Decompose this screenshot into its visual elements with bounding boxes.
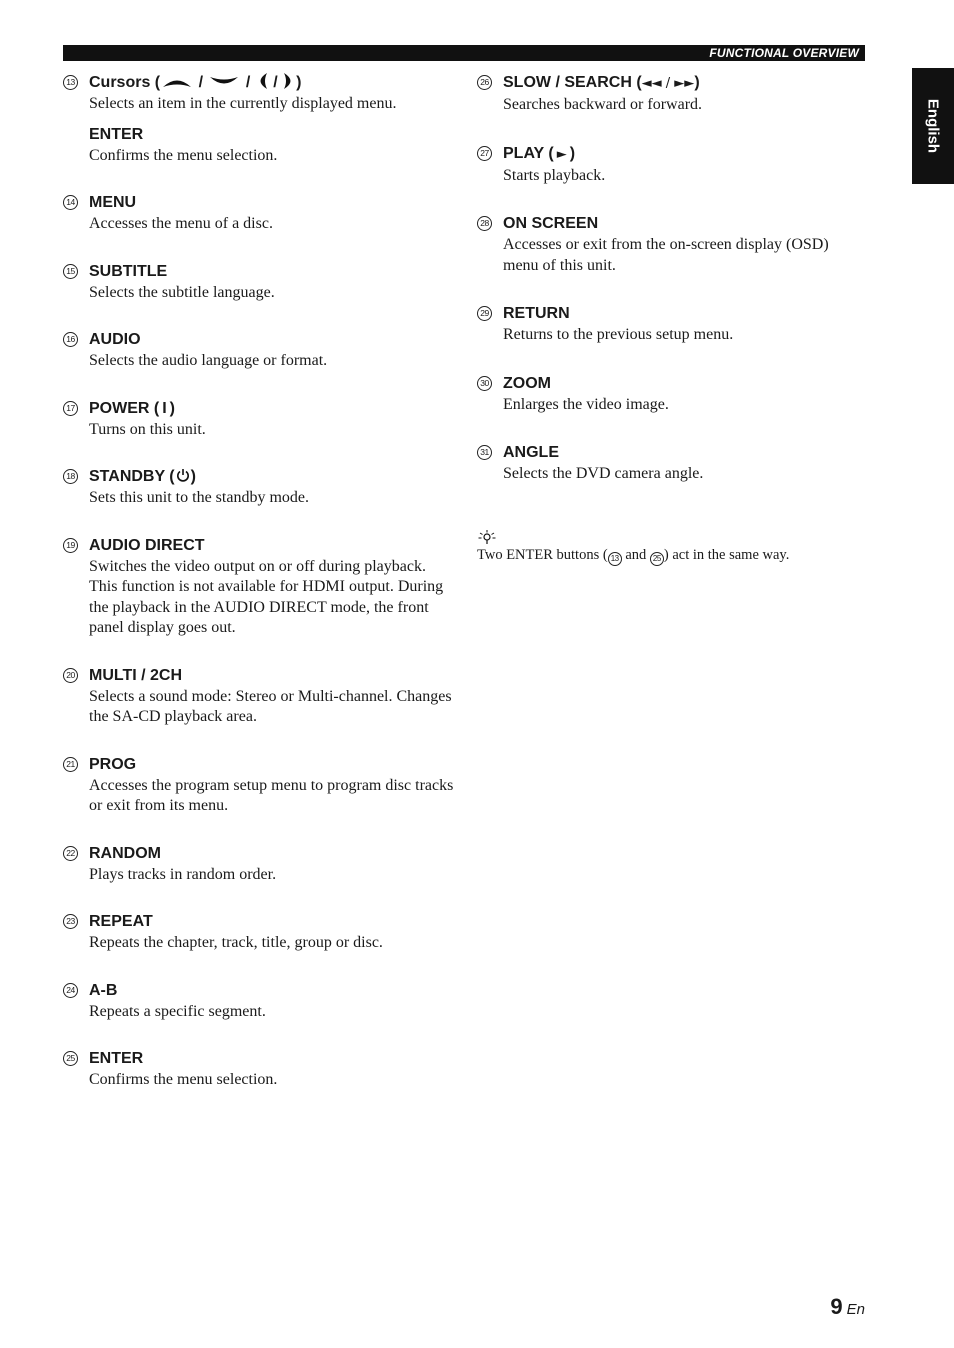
item-description: Confirms the menu selection. [89, 1071, 278, 1088]
language-tab [912, 68, 954, 184]
list-item [477, 143, 867, 187]
list-item [63, 665, 458, 728]
item-number: 25 [63, 1051, 78, 1066]
item-title: ON SCREEN [503, 215, 599, 232]
item-number: 18 [63, 469, 78, 484]
item-title: PLAY ( ► ) [503, 144, 576, 162]
item-description: Selects the DVD camera angle. [503, 465, 704, 482]
cursor-down-icon [209, 75, 239, 89]
item-number: 14 [63, 195, 78, 210]
list-item [63, 980, 458, 1023]
tip-ref-number: 25 [650, 552, 664, 566]
item-title: Cursors ( / / / ) [89, 74, 302, 91]
item-number: 29 [477, 306, 492, 321]
item-number: 20 [63, 668, 78, 683]
item-title: POWER ( I ) [89, 399, 175, 417]
item-title: MULTI / 2CH [89, 666, 183, 684]
play-icon: ► [556, 146, 567, 162]
language-label: English [924, 98, 942, 154]
rewind-forward-icon: ◄◄ / ►► [641, 76, 695, 91]
list-item [63, 911, 458, 954]
item-number: 24 [63, 983, 78, 998]
item-title: ANGLE [503, 444, 559, 461]
item-title: SLOW / SEARCH (◄◄ / ►►) [503, 74, 700, 91]
lightbulb-icon [477, 529, 497, 545]
list-item [477, 442, 867, 485]
item-description: Switches the video output on or off during playback. This function is not available for HDMI output. During the playback in the AUDIO DIRECT mode, the front panel display goes out. [89, 557, 444, 636]
power-icon: I [162, 399, 167, 417]
standby-icon [176, 468, 190, 483]
item-title: MENU [89, 194, 137, 211]
section-title: FUNCTIONAL OVERVIEW [709, 46, 859, 60]
item-number: 30 [477, 376, 492, 391]
item-sub-description: Confirms the menu selection. [89, 146, 278, 164]
tip-text: Two ENTER buttons ( 13 and 25 ) act in the same way. [477, 545, 867, 566]
item-subtitle: ENTER [89, 125, 144, 143]
item-number: 23 [63, 914, 78, 929]
item-title: AUDIO DIRECT [89, 536, 205, 554]
item-title: RETURN [503, 305, 570, 322]
item-description: Repeats a specific segment. [89, 1002, 266, 1020]
item-title: AUDIO [89, 331, 141, 348]
item-number: 16 [63, 332, 78, 347]
item-number: 26 [477, 75, 492, 90]
list-item [63, 192, 458, 235]
item-number: 17 [63, 401, 78, 416]
item-description: Enlarges the video image. [503, 395, 669, 413]
list-item [63, 754, 458, 817]
tip-ref-number: 13 [608, 552, 622, 566]
item-description: Selects an item in the currently displayed menu. [89, 95, 397, 112]
list-item [63, 72, 458, 166]
item-description: Selects a sound mode: Stereo or Multi-channel. Changes the SA-CD playback area. [89, 687, 452, 725]
list-item [63, 535, 458, 639]
cursor-up-icon [162, 75, 192, 89]
item-number: 21 [63, 757, 78, 772]
item-description: Turns on this unit. [89, 420, 206, 438]
item-number: 31 [477, 445, 492, 460]
item-title: A-B [89, 981, 118, 999]
item-number: 15 [63, 264, 78, 279]
header-bar [63, 45, 865, 61]
item-title: ZOOM [503, 374, 551, 392]
item-number: 28 [477, 216, 492, 231]
item-description: Plays tracks in random order. [89, 865, 277, 883]
item-title: SUBTITLE [89, 262, 168, 280]
list-item [63, 1048, 458, 1091]
right-column [477, 72, 867, 485]
item-description: Starts playback. [503, 166, 606, 184]
item-number: 13 [63, 75, 78, 90]
list-item [63, 843, 458, 886]
list-item [477, 72, 867, 116]
page-number: 9 En [830, 1294, 865, 1319]
left-column [63, 72, 458, 1091]
cursor-left-icon [255, 72, 269, 90]
item-description: Accesses or exit from the on-screen display (OSD) menu of this unit. [503, 236, 829, 274]
item-number: 19 [63, 538, 78, 553]
item-title: RANDOM [89, 844, 161, 862]
item-description: Searches backward or forward. [503, 96, 703, 113]
item-description: Selects the subtitle language. [89, 283, 275, 301]
item-number: 27 [477, 146, 492, 161]
item-description: Accesses the menu of a disc. [89, 215, 273, 232]
cursor-right-icon [282, 72, 296, 90]
item-number: 22 [63, 846, 78, 861]
item-description: Selects the audio language or format. [89, 352, 328, 369]
item-description: Accesses the program setup menu to program disc tracks or exit from its menu. [89, 776, 454, 814]
item-description: Repeats the chapter, track, title, group or disc. [89, 934, 383, 951]
item-title: REPEAT [89, 913, 153, 930]
item-title: ENTER [89, 1050, 144, 1067]
list-item [63, 329, 458, 372]
list-item [63, 398, 458, 441]
list-item [477, 213, 867, 276]
item-description: Sets this unit to the standby mode. [89, 489, 309, 506]
item-title: PROG [89, 755, 137, 773]
list-item [63, 261, 458, 304]
item-description: Returns to the previous setup menu. [503, 326, 734, 343]
tip-note [477, 529, 867, 566]
list-item [63, 466, 458, 509]
list-item [477, 303, 867, 346]
list-item [477, 373, 867, 416]
item-title: STANDBY ( ) [89, 468, 196, 485]
